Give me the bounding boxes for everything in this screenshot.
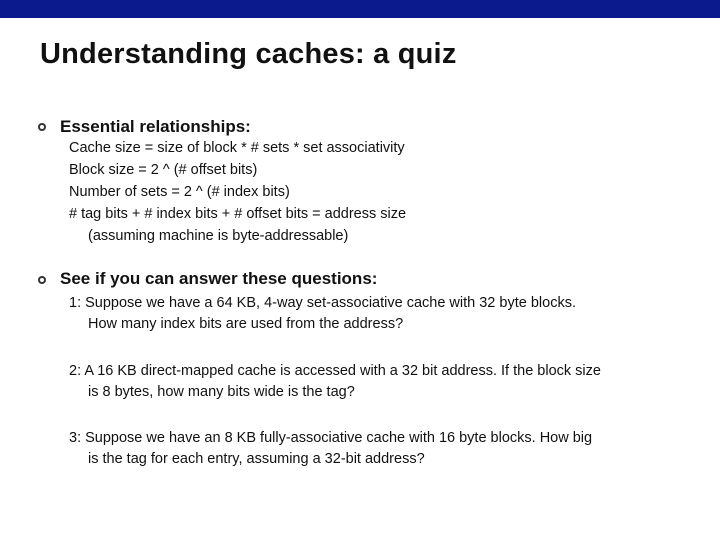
relationship-line: Number of sets = 2 ^ (# index bits)	[69, 184, 290, 200]
question-2-line1: 2: A 16 KB direct-mapped cache is accessed with a 32 bit address. If the block size	[69, 363, 601, 379]
slide-title: Understanding caches: a quiz	[40, 38, 457, 70]
bullet-icon	[38, 123, 46, 131]
relationship-note: (assuming machine is byte-addressable)	[88, 228, 349, 244]
bullet-icon	[38, 276, 46, 284]
relationship-line: Block size = 2 ^ (# offset bits)	[69, 162, 258, 178]
question-1-line1: 1: Suppose we have a 64 KB, 4-way set-associative cache with 32 byte blocks.	[69, 295, 576, 311]
question-2-line2: is 8 bytes, how many bits wide is the tag?	[88, 384, 355, 400]
relationship-line: Cache size = size of block * # sets * set associativity	[69, 140, 405, 156]
question-3-line1: 3: Suppose we have an 8 KB fully-associative cache with 16 byte blocks. How big	[69, 430, 593, 446]
question-3-line2: is the tag for each entry, assuming a 32-bit address?	[88, 451, 425, 467]
section1-heading: Essential relationships:	[60, 117, 251, 136]
question-1-line2: How many index bits are used from the address?	[88, 316, 404, 332]
section2-heading: See if you can answer these questions:	[60, 269, 378, 288]
relationship-line: # tag bits + # index bits + # offset bits = address size	[69, 206, 407, 222]
top-accent-bar	[0, 0, 720, 18]
